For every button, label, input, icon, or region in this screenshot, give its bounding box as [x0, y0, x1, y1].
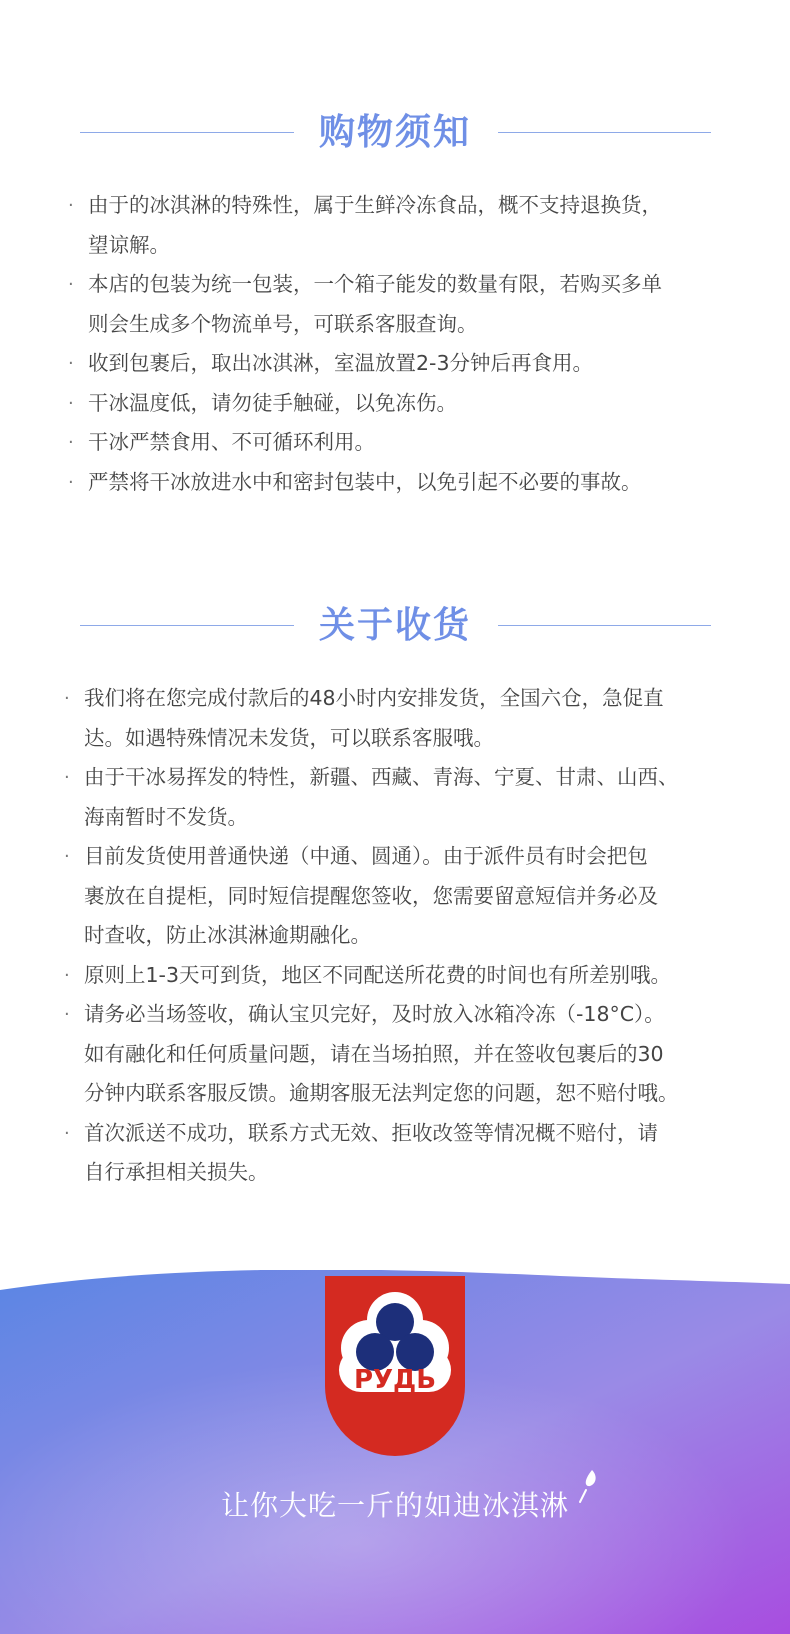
receiving-list [64, 679, 679, 1193]
list-item-text: 达。如遇特殊情况未发货，可以联系客服哦。 [84, 725, 494, 750]
list-item-text: 原则上1-3天可到货，地区不同配送所花费的时间也有所差别哦。 [84, 962, 671, 987]
list-item [68, 186, 662, 265]
bullet-icon: · [64, 1004, 70, 1025]
receiving-title: 关于收货 [318, 605, 471, 646]
list-item-text: 由于干冰易挥发的特性，新疆、西藏、青海、宁夏、甘肃、山西、 [84, 765, 679, 789]
list-item [64, 1114, 679, 1193]
list-item-text: 收到包裹后，取出冰淇淋，室温放置2-3分钟后再食用。 [88, 351, 593, 375]
bullet-icon: · [64, 964, 70, 986]
list-item-text: 则会生成多个物流单号，可联系客服查询。 [88, 311, 478, 336]
list-item [64, 679, 679, 758]
list-item [64, 758, 679, 837]
list-item-text: 目前发货使用普通快递（中通、圆通）。由于派件员有时会把包 [84, 844, 648, 868]
bullet-icon: · [64, 1122, 70, 1144]
list-item [68, 463, 662, 503]
list-item-text: 由于的冰淇淋的特殊性，属于生鲜冷冻食品，概不支持退换货， [88, 193, 662, 217]
list-item-text: 我们将在您完成付款后的48小时内安排发货，全国六仓，急促直 [84, 686, 664, 710]
list-item-text: 首次派送不成功，联系方式无效、拒收改签等情况概不赔付，请 [84, 1120, 658, 1145]
list-item-text: 本店的包装为统一包装，一个箱子能发的数量有限，若购买多单 [88, 272, 662, 296]
brand-logo-badge [325, 1276, 465, 1460]
bullet-icon: · [68, 195, 74, 216]
list-item-text: 望谅解。 [88, 232, 170, 257]
title-divider-right [498, 625, 711, 626]
list-item [68, 384, 662, 424]
list-item-text: 时查收，防止冰淇淋逾期融化。 [84, 923, 371, 947]
list-item-text: 干冰严禁食用、不可循环利用。 [88, 430, 375, 454]
shopping-notice-header [0, 103, 790, 163]
bullet-icon: · [64, 688, 70, 709]
list-item-text: 严禁将干冰放进水中和密封包装中，以免引起不必要的事故。 [88, 469, 642, 494]
list-item-text: 海南暂时不发货。 [84, 804, 248, 829]
bullet-icon: · [64, 767, 70, 788]
shopping-notice-title: 购物须知 [318, 112, 471, 153]
list-item [64, 837, 679, 956]
bullet-icon: · [68, 471, 74, 493]
list-item-text: 分钟内联系客服反馈。逾期客服无法判定您的问题，恕不赔付哦。 [84, 1081, 679, 1105]
bullet-icon: · [68, 274, 74, 295]
bullet-icon: · [68, 392, 74, 414]
bullet-icon: · [68, 353, 74, 374]
bullet-icon: · [64, 846, 70, 867]
receiving-header [0, 596, 790, 656]
list-item-text: 自行承担相关损失。 [84, 1160, 269, 1184]
list-item [64, 995, 679, 1114]
list-item-text: 裹放在自提柜，同时短信提醒您签收，您需要留意短信并务必及 [84, 883, 658, 908]
list-item-text: 干冰温度低，请勿徒手触碰，以免冻伤。 [88, 390, 457, 415]
brand-logo-text: РУДЬ [353, 1365, 437, 1395]
list-item-text: 请务必当场签收，确认宝贝完好，及时放入冰箱冷冻（-18°C）。 [84, 1002, 665, 1026]
list-item [68, 265, 662, 344]
list-item [68, 344, 662, 384]
title-divider-right [498, 132, 711, 133]
footer-tagline: 让你大吃一斤的如迪冰淇淋 [220, 1489, 569, 1522]
shopping-notice-list [68, 186, 662, 502]
list-item [68, 423, 662, 463]
list-item [64, 956, 679, 996]
bullet-icon: · [68, 432, 74, 453]
list-item-text: 如有融化和任何质量问题，请在当场拍照，并在签收包裹后的30 [84, 1041, 664, 1066]
